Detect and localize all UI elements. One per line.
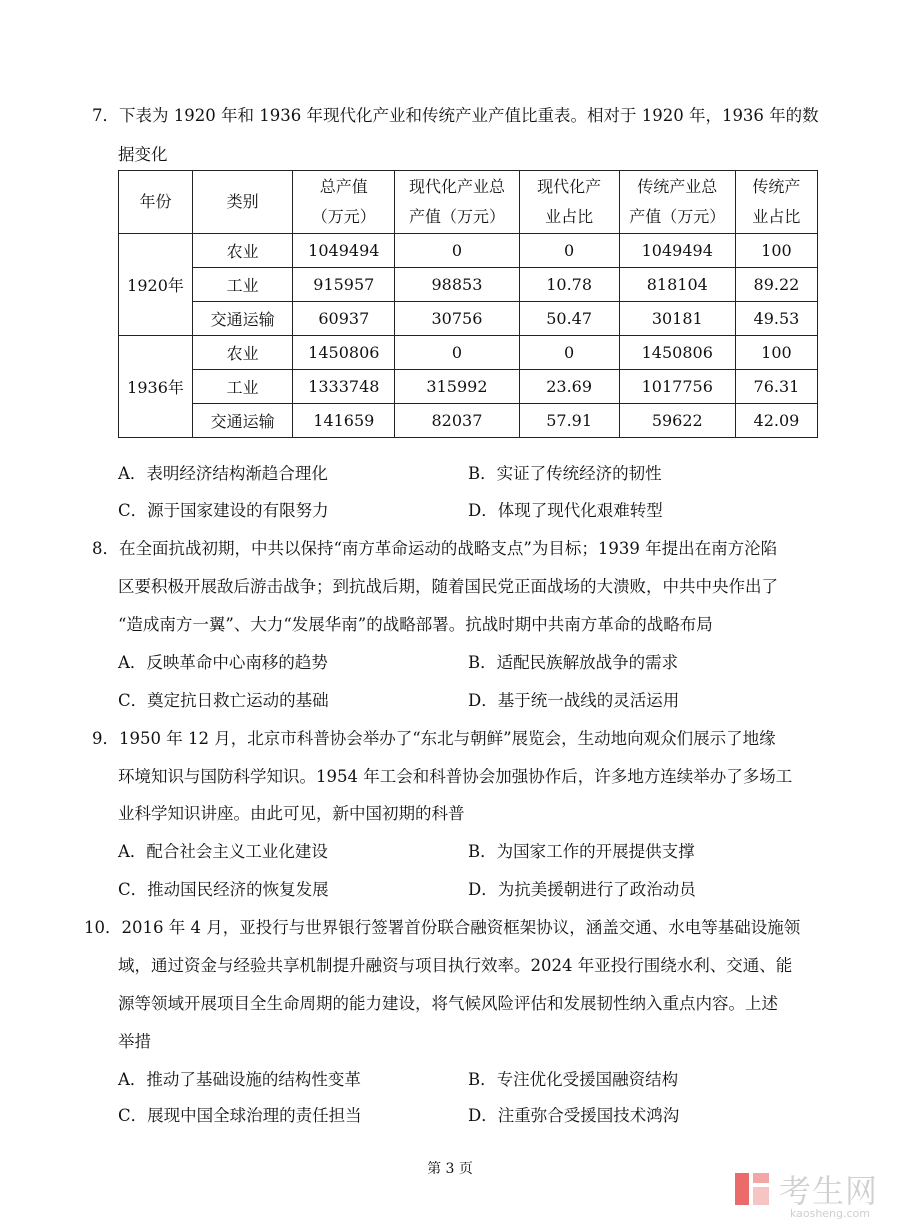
table-row	[119, 234, 818, 268]
header-modern-output: 现代化产业总 产值（万元）	[395, 171, 519, 234]
table-cell: 98853	[395, 268, 519, 302]
q7-option-b[interactable]: B．实证了传统经济的韧性	[468, 464, 662, 483]
table-cell: 49.53	[735, 302, 817, 336]
table-cell: 10.78	[519, 268, 619, 302]
table-cell: 1450806	[619, 336, 735, 370]
q8-option-a[interactable]: A．反映革命中心南移的趋势	[118, 653, 328, 672]
table-cell: 100	[735, 336, 817, 370]
table-cell: 30756	[395, 302, 519, 336]
table-cell: 1450806	[293, 336, 395, 370]
table-cell: 23.69	[519, 370, 619, 404]
q10-stem-line-4: 举措	[118, 1032, 151, 1051]
q7-option-c[interactable]: C．源于国家建设的有限努力	[118, 501, 329, 520]
q9-option-d[interactable]: D．为抗美援朝进行了政治动员	[468, 880, 696, 899]
q8-option-b[interactable]: B．适配民族解放战争的需求	[468, 653, 679, 672]
q10-option-c[interactable]: C．展现中国全球治理的责任担当	[118, 1106, 362, 1125]
watermark-logo	[733, 1166, 878, 1212]
table-row	[119, 404, 818, 438]
q8-stem-line-1: 8．在全面抗战初期，中共以保持“南方革命运动的战略支点”为目标；1939 年提出在南方沦陷	[92, 539, 778, 558]
table-cell: 交通运输	[193, 404, 293, 438]
q10-option-b[interactable]: B．专注优化受援国融资结构	[468, 1070, 679, 1089]
q7-option-d[interactable]: D．体现了现代化艰难转型	[468, 501, 663, 520]
q8-option-d[interactable]: D．基于统一战线的灵活运用	[468, 691, 680, 710]
q9-option-c[interactable]: C．推动国民经济的恢复发展	[118, 880, 329, 899]
table-cell: 818104	[619, 268, 735, 302]
header-year: 年份	[119, 171, 193, 234]
q8-stem-line-2: 区要积极开展敌后游击战争；到抗战后期，随着国民党正面战场的大溃败，中共中央作出了	[118, 577, 778, 596]
header-category: 类别	[193, 171, 293, 234]
header-traditional-share: 传统产 业占比	[735, 171, 817, 234]
q10-option-a[interactable]: A．推动了基础设施的结构性变革	[118, 1070, 361, 1089]
table-cell: 0	[395, 336, 519, 370]
q9-stem-line-3: 业科学知识讲座。由此可见，新中国初期的科普	[118, 804, 465, 823]
table-cell: 农业	[193, 234, 293, 268]
table-cell: 1049494	[619, 234, 735, 268]
q7-data-table	[118, 170, 818, 438]
kaosheng-logo-icon	[733, 1169, 773, 1209]
table-cell: 0	[519, 234, 619, 268]
q10-stem-line-2: 域，通过资金与经验共享机制提升融资与项目执行效率。2024 年亚投行围绕水利、交通、能	[118, 956, 793, 975]
table-row	[119, 336, 818, 370]
table-row	[119, 268, 818, 302]
table-cell: 0	[395, 234, 519, 268]
table-cell: 交通运输	[193, 302, 293, 336]
table-cell: 50.47	[519, 302, 619, 336]
q7-stem-line-1: 7．下表为 1920 年和 1936 年现代化产业和传统产业产值比重表。相对于 1920 年，1936 年的数	[92, 106, 819, 125]
table-row	[119, 302, 818, 336]
header-modern-share: 现代化产 业占比	[519, 171, 619, 234]
q10-stem-line-1: 10．2016 年 4 月，亚投行与世界银行签署首份联合融资框架协议，涵盖交通、水电等基础设施领	[84, 918, 801, 937]
table-cell: 89.22	[735, 268, 817, 302]
table-cell: 315992	[395, 370, 519, 404]
table-cell: 82037	[395, 404, 519, 438]
page-number: 第 3 页	[427, 1161, 473, 1177]
header-traditional-output: 传统产业总 产值（万元）	[619, 171, 735, 234]
watermark-text: 考生网	[778, 1172, 878, 1210]
table-cell: 59622	[619, 404, 735, 438]
table-cell: 1333748	[293, 370, 395, 404]
q9-option-b[interactable]: B．为国家工作的开展提供支撑	[468, 842, 695, 861]
table-cell: 30181	[619, 302, 735, 336]
table-cell: 915957	[293, 268, 395, 302]
table-cell: 42.09	[735, 404, 817, 438]
table-cell: 100	[735, 234, 817, 268]
year-cell: 1936年	[119, 336, 193, 438]
table-cell: 0	[519, 336, 619, 370]
q7-option-a[interactable]: A．表明经济结构渐趋合理化	[118, 464, 328, 483]
q8-stem-line-3: “造成南方一翼”、大力“发展华南”的战略部署。抗战时期中共南方革命的战略布局	[118, 615, 713, 634]
q7-stem-line-2: 据变化	[118, 145, 168, 164]
table-cell: 工业	[193, 268, 293, 302]
q9-option-a[interactable]: A．配合社会主义工业化建设	[118, 842, 328, 861]
table-cell: 工业	[193, 370, 293, 404]
table-cell: 1017756	[619, 370, 735, 404]
year-cell: 1920年	[119, 234, 193, 336]
table-cell: 141659	[293, 404, 395, 438]
table-cell: 农业	[193, 336, 293, 370]
q10-stem-line-3: 源等领域开展项目全生命周期的能力建设，将气候风险评估和发展韧性纳入重点内容。上述	[118, 994, 778, 1013]
q10-option-d[interactable]: D．注重弥合受援国技术鸿沟	[468, 1106, 680, 1125]
q8-option-c[interactable]: C．奠定抗日救亡运动的基础	[118, 691, 329, 710]
table-cell: 1049494	[293, 234, 395, 268]
watermark-url: kaosheng.com	[789, 1207, 870, 1220]
table-header-row	[119, 171, 818, 234]
table-cell: 57.91	[519, 404, 619, 438]
q9-stem-line-2: 环境知识与国防科学知识。1954 年工会和科普协会加强协作后，许多地方连续举办了多场工	[118, 767, 793, 786]
table-row	[119, 370, 818, 404]
q9-stem-line-1: 9．1950 年 12 月，北京市科普协会举办了“东北与朝鲜”展览会，生动地向观众们展示了地缘	[92, 729, 776, 748]
header-total-output: 总产值 （万元）	[293, 171, 395, 234]
table-cell: 60937	[293, 302, 395, 336]
table-cell: 76.31	[735, 370, 817, 404]
